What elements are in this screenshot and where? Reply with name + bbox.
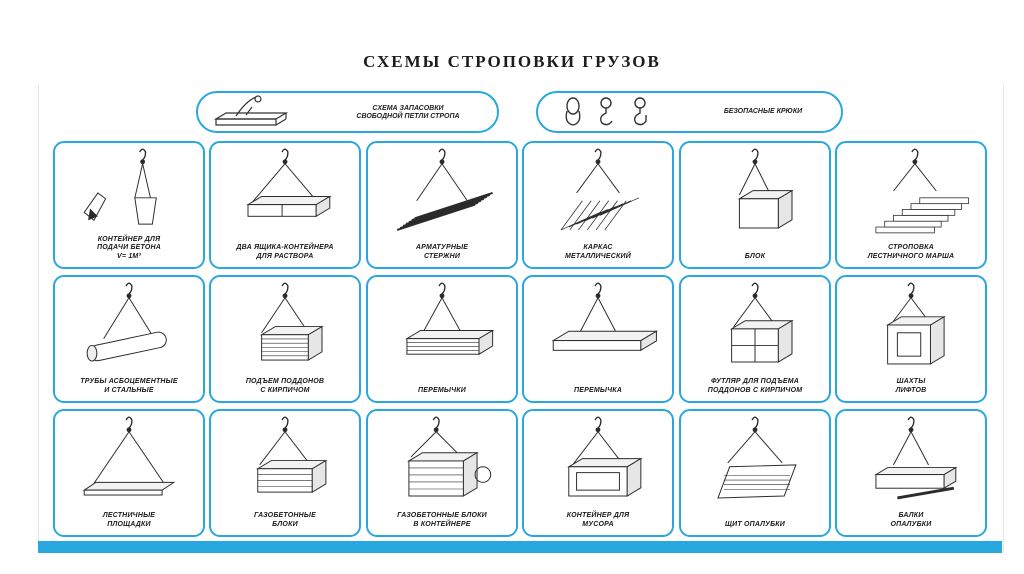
scheme-card-lintels [366, 275, 518, 403]
scheme-card-label: БАЛКИ ОПАЛУБКИ [890, 512, 932, 528]
free-loop-sling-icon [206, 93, 326, 131]
safe-hooks-label: БЕЗОПАСНЫЕ КРЮКИ [723, 108, 803, 115]
elevator-shaft-icon [837, 277, 985, 373]
scheme-card-label: КАРКАС МЕТАЛЛИЧЕСКИЙ [565, 244, 631, 260]
stair-flight-icon [837, 143, 985, 239]
scheme-card-label: ПОДЪЕМ ПОДДОНОВ С КИРПИЧОМ [245, 378, 325, 394]
scheme-card-label: АРМАТУРНЫЕ СТЕРЖНИ [415, 244, 469, 260]
scheme-card-stair-landing [53, 409, 205, 537]
scheme-card-label: КОНТЕЙНЕР ДЛЯ ПОДАЧИ БЕТОНА V= 1М³ [96, 235, 162, 260]
concrete-container-icon [55, 143, 203, 239]
block-icon [681, 143, 829, 239]
free-loop-scheme-label: СХЕМА ЗАПАСОВКИ СВОБОДНОЙ ПЕТЛИ СТРОПА [356, 105, 460, 120]
scheme-card-stair-flight [835, 141, 987, 269]
aerated-blocks-icon [211, 411, 359, 507]
scheme-card-label: ЛЕСТНИЧНЫЕ ПЛОЩАДКИ [102, 512, 156, 528]
scheme-card-label: ПЕРЕМЫЧКИ [418, 386, 466, 394]
poster-footer-bar [38, 541, 1002, 553]
scheme-card-blocks-in-container [366, 409, 518, 537]
pipes-icon [55, 277, 203, 373]
blocks-in-container-icon [368, 411, 516, 507]
formwork-panel-icon [681, 411, 829, 507]
scheme-card-label: ДВА ЯЩИКА-КОНТЕЙНЕРА ДЛЯ РАСТВОРА [236, 244, 334, 260]
safe-hooks-header [536, 91, 843, 133]
pallet-case-icon [681, 277, 829, 373]
brick-pallet-icon [211, 277, 359, 373]
scheme-card-waste-container [522, 409, 674, 537]
safe-hooks-icon [558, 93, 668, 131]
formwork-beams-icon [837, 411, 985, 507]
scheme-card-elevator-shaft [835, 275, 987, 403]
metal-frame-icon [524, 143, 672, 239]
scheme-card-formwork-panel [679, 409, 831, 537]
lintels-icon [368, 277, 516, 373]
mortar-boxes-icon [211, 143, 359, 239]
slide-title: СХЕМЫ СТРОПОВКИ ГРУЗОВ [363, 52, 661, 71]
scheme-card-pipes [53, 275, 205, 403]
scheme-card-label: БЛОК [744, 252, 766, 260]
scheme-card-mortar-boxes [209, 141, 361, 269]
free-loop-scheme-header [196, 91, 499, 133]
scheme-card-label: КОНТЕЙНЕР ДЛЯ МУСОРА [566, 512, 630, 528]
rebar-rods-icon [368, 143, 516, 239]
scheme-card-brick-pallet [209, 275, 361, 403]
scheme-card-label: ФУТЛЯР ДЛЯ ПОДЪЕМА ПОДДОНОВ С КИРПИЧОМ [707, 378, 803, 394]
scheme-card-label: ГАЗОБЕТОННЫЕ БЛОКИ В КОНТЕЙНЕРЕ [397, 512, 487, 528]
scheme-card-label: ЩИТ ОПАЛУБКИ [724, 520, 786, 528]
scheme-card-pallet-case [679, 275, 831, 403]
rigging-poster [38, 85, 1004, 553]
scheme-card-label: ГАЗОБЕТОННЫЕ БЛОКИ [254, 512, 316, 528]
waste-container-icon [524, 411, 672, 507]
scheme-card-aerated-blocks [209, 409, 361, 537]
scheme-card-label: ТРУБЫ АСБОЦЕМЕНТНЫЕ И СТАЛЬНЫЕ [80, 378, 178, 394]
scheme-card-metal-frame [522, 141, 674, 269]
scheme-card-lintel [522, 275, 674, 403]
scheme-card-formwork-beams [835, 409, 987, 537]
lintel-icon [524, 277, 672, 373]
scheme-card-block [679, 141, 831, 269]
scheme-card-label: ПЕРЕМЫЧКА [574, 386, 622, 394]
scheme-card-concrete-container [53, 141, 205, 269]
scheme-card-label: СТРОПОВКА ЛЕСТНИЧНОГО МАРША [867, 244, 955, 260]
scheme-card-label: ШАХТЫ ЛИФТОВ [895, 378, 927, 394]
stair-landing-icon [55, 411, 203, 507]
scheme-card-rebar-rods [366, 141, 518, 269]
